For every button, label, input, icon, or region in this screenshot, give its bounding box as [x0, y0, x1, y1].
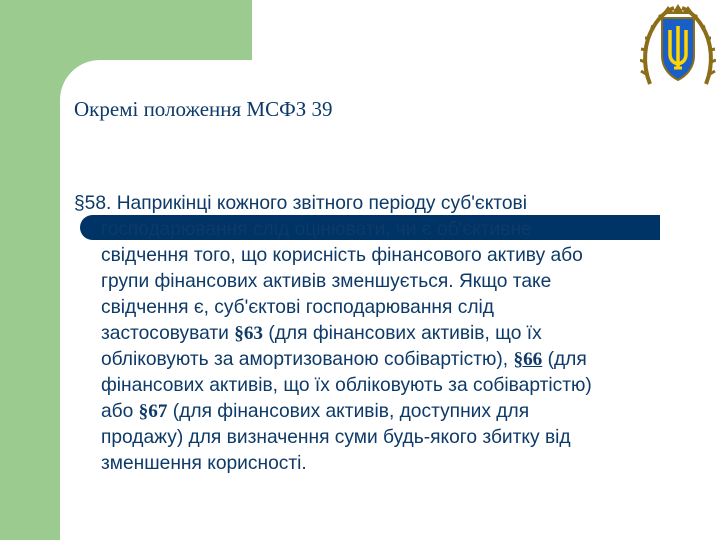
text-line-7-end: (для	[542, 349, 587, 370]
text-line-1: Наприкінці кожного звітного періоду суб'єктові	[116, 193, 528, 214]
text-line-9	[74, 399, 670, 425]
text-line-2: господарювання слід оцінювати, чи є об'єктивне	[101, 219, 532, 240]
reference-67: §67	[138, 401, 168, 422]
text-line-6	[74, 321, 670, 347]
text-line-9-end: (для фінансових активів, доступних для	[167, 401, 530, 422]
ukraine-trident-emblem-icon	[640, 4, 716, 86]
text-line-6-start: застосовувати	[101, 323, 235, 344]
text-line-11: зменшення корисності.	[101, 453, 307, 474]
text-line-4: групи фінансових активів зменшується. Якщо таке	[101, 271, 552, 292]
reference-63: §63	[234, 323, 263, 344]
slide-title: Окремі положення МСФЗ 39	[74, 97, 333, 121]
text-line-7-start: обліковують за амортизованою собівартістю),	[101, 349, 514, 370]
text-line-6-end: (для фінансових активів, що їх	[263, 323, 542, 344]
text-line-8: фінансових активів, що їх обліковують за собівартістю)	[101, 375, 592, 396]
text-line-3: свідчення того, що корисність фінансового активу або	[101, 245, 583, 266]
text-line-5: свідчення є, суб'єктові господарювання слід	[101, 297, 494, 318]
text-line-9-start: або	[101, 401, 139, 422]
text-line-10: продажу) для визначення суми будь-якого збитку від	[101, 427, 571, 448]
reference-66-link[interactable]: §66	[513, 349, 543, 370]
paragraph-mark: §58.	[74, 193, 112, 214]
text-line-7	[74, 347, 670, 373]
text-line	[74, 191, 670, 217]
paragraph-58	[74, 191, 670, 477]
